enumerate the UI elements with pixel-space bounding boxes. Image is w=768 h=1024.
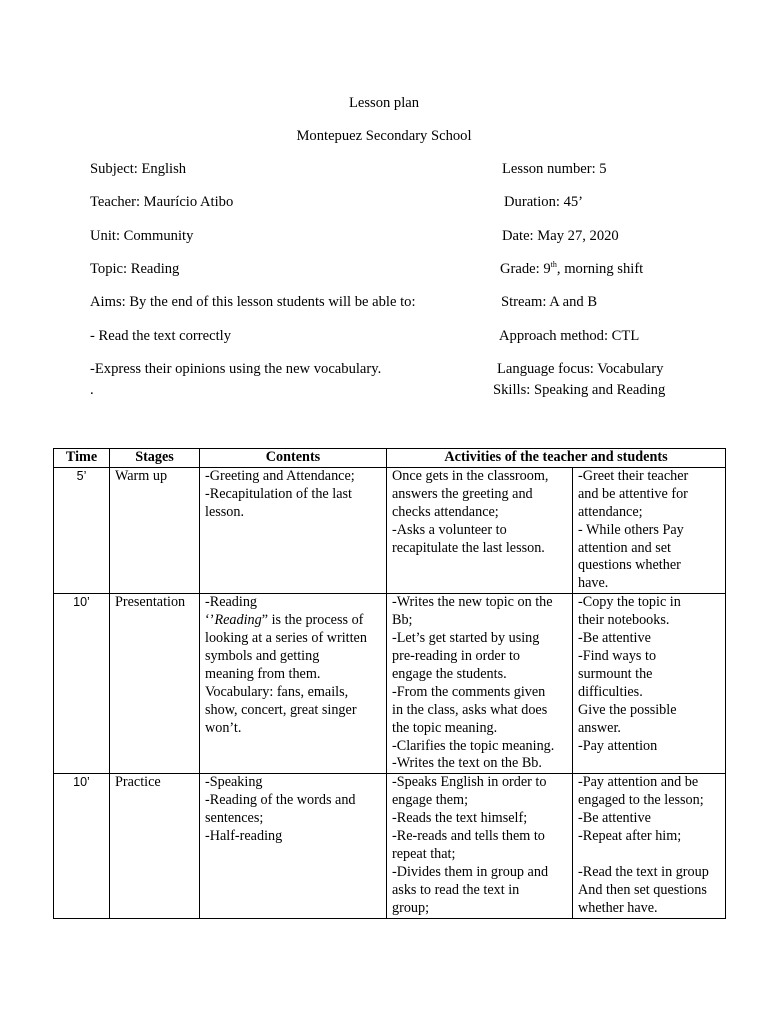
contents-line: -Recapitulation of the last <box>205 485 352 502</box>
student-line: answer. <box>578 719 621 736</box>
aim-1-text: - Read the text correctly <box>90 328 232 344</box>
contents-line: looking at a series of written <box>205 630 367 647</box>
contents-line: sentences; <box>205 810 264 827</box>
contents-line: show, concert, great singer <box>205 701 357 718</box>
school-name: Montepuez Secondary School <box>296 128 472 144</box>
contents-line: meaning from them. <box>205 665 321 682</box>
student-line: attendance; <box>578 503 643 520</box>
contents-line: won’t. <box>205 719 242 736</box>
teacher-text: Teacher: Maurício Atibo <box>90 194 234 210</box>
row-stage: Practice <box>110 774 200 918</box>
teacher-line: -Writes the text on the Bb. <box>392 755 542 772</box>
row-student-activities <box>573 774 726 918</box>
quote-rest: ” is the process of <box>261 612 364 629</box>
teacher-line: -Let’s get started by using <box>392 630 540 647</box>
header-time: Time <box>54 449 110 468</box>
student-line: Give the possible <box>578 701 677 718</box>
contents-line: -Reading of the words and <box>205 792 356 809</box>
teacher-line: -From the comments given <box>392 683 546 700</box>
teacher-line: engage them; <box>392 792 469 809</box>
student-line: And then set questions <box>578 881 707 898</box>
student-line: -Repeat after him; <box>578 828 682 845</box>
row-student-activities <box>573 594 726 774</box>
header-activities: Activities of the teacher and students <box>387 449 726 468</box>
row-student-activities <box>573 467 726 593</box>
student-line: attention and set <box>578 539 671 556</box>
quote-open: ‘’ <box>205 612 215 629</box>
teacher-line: Once gets in the classroom, <box>392 467 549 484</box>
teacher-line: -Re-reads and tells them to <box>392 828 545 845</box>
row-contents <box>200 774 387 918</box>
topic-text: Topic: Reading <box>90 261 180 277</box>
teacher-line: pre-reading in order to <box>392 647 521 664</box>
contents-line <box>205 612 381 630</box>
table-row <box>54 774 726 918</box>
teacher-line: -Writes the new topic on the <box>392 594 553 611</box>
contents-line: lesson. <box>205 503 245 520</box>
teacher-line: answers the greeting and <box>392 485 533 502</box>
table-row <box>54 467 726 593</box>
row-teacher-activities <box>387 594 573 774</box>
student-line: -Read the text in group <box>578 863 709 880</box>
student-line: their notebooks. <box>578 612 670 629</box>
teacher-line: recapitulate the last lesson. <box>392 539 545 556</box>
row-time: 10’ <box>54 594 110 774</box>
student-line: questions whether <box>578 557 681 574</box>
student-line: engaged to the lesson; <box>578 792 704 809</box>
contents-line: -Greeting and Attendance; <box>205 467 355 484</box>
row-contents <box>200 594 387 774</box>
language-focus-text: Language focus: Vocabulary <box>497 361 664 377</box>
teacher-line: checks attendance; <box>392 503 499 520</box>
row-stage: Presentation <box>110 594 200 774</box>
student-line: surmount the <box>578 665 653 682</box>
student-line: and be attentive for <box>578 485 688 502</box>
skills-text: Skills: Speaking and Reading <box>493 382 666 398</box>
italic-reading: Reading <box>214 612 262 629</box>
student-line: - While others Pay <box>578 521 684 538</box>
approach-text: Approach method: CTL <box>499 328 640 344</box>
grade-suffix: , morning shift <box>556 261 644 277</box>
date-text: Date: May 27, 2020 <box>502 228 619 244</box>
aim-2-text: -Express their opinions using the new vocabulary. <box>90 361 382 377</box>
row-time: 5’ <box>54 467 110 593</box>
table-row <box>54 594 726 774</box>
student-line: have. <box>578 575 609 592</box>
teacher-line: repeat that; <box>392 845 456 862</box>
teacher-line: -Divides them in group and <box>392 863 549 880</box>
contents-line: -Reading <box>205 594 258 611</box>
teacher-line: -Speaks English in order to <box>392 774 547 791</box>
row-time: 10’ <box>54 774 110 918</box>
document-title: Lesson plan <box>348 95 420 111</box>
lesson-plan-table <box>53 448 726 919</box>
stream-text: Stream: A and B <box>501 294 598 310</box>
teacher-line: Bb; <box>392 612 413 629</box>
lesson-number-text: Lesson number: 5 <box>502 161 607 177</box>
student-line: -Greet their teacher <box>578 467 689 484</box>
student-line <box>578 846 720 864</box>
student-line: -Pay attention <box>578 737 658 754</box>
header-contents: Contents <box>200 449 387 468</box>
unit-text: Unit: Community <box>90 228 194 244</box>
grade-prefix: Grade: 9 <box>500 261 551 277</box>
grade-text <box>500 260 643 278</box>
student-line: difficulties. <box>578 683 643 700</box>
contents-line: -Half-reading <box>205 828 283 845</box>
student-line: -Be attentive <box>578 810 651 827</box>
contents-line: symbols and getting <box>205 647 320 664</box>
student-line: -Pay attention and be <box>578 774 699 791</box>
row-stage: Warm up <box>110 467 200 593</box>
contents-line: Vocabulary: fans, emails, <box>205 683 349 700</box>
teacher-line: asks to read the text in <box>392 881 520 898</box>
student-line: whether have. <box>578 899 658 916</box>
aims-text: Aims: By the end of this lesson students will be able to: <box>90 294 416 310</box>
duration-text: Duration: 45’ <box>504 194 584 210</box>
subject-text: Subject: English <box>90 161 187 177</box>
row-teacher-activities <box>387 467 573 593</box>
dot-text: . <box>90 382 94 398</box>
table-header-row <box>54 449 726 468</box>
grade-superscript: th <box>550 260 557 269</box>
row-teacher-activities <box>387 774 573 918</box>
row-contents <box>200 467 387 593</box>
teacher-line: group; <box>392 899 430 916</box>
header-stages: Stages <box>110 449 200 468</box>
teacher-line: engage the students. <box>392 665 507 682</box>
student-line: -Copy the topic in <box>578 594 681 611</box>
student-line: -Be attentive <box>578 630 651 647</box>
student-line: -Find ways to <box>578 647 657 664</box>
teacher-line: -Reads the text himself; <box>392 810 528 827</box>
teacher-line: -Clarifies the topic meaning. <box>392 737 555 754</box>
teacher-line: in the class, asks what does <box>392 701 548 718</box>
teacher-line: the topic meaning. <box>392 719 498 736</box>
teacher-line: -Asks a volunteer to <box>392 521 507 538</box>
contents-line: -Speaking <box>205 774 263 791</box>
